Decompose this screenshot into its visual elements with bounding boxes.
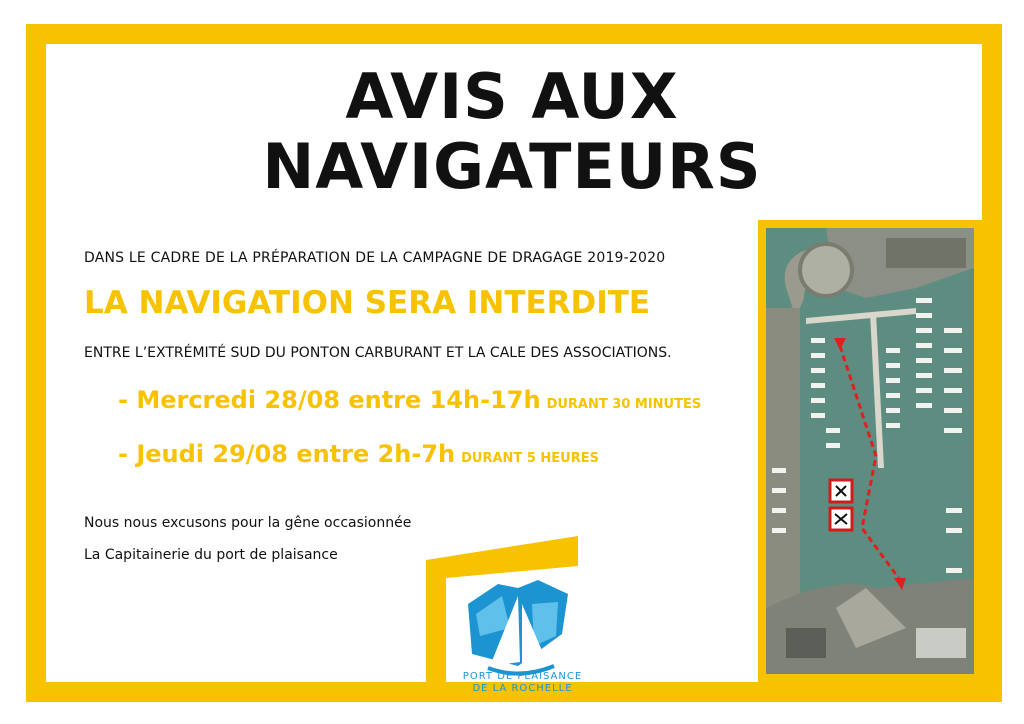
no-anchoring-icon [830, 480, 852, 502]
title-line-2: NAVIGATEURS [262, 130, 762, 203]
harbor-map-image [766, 228, 974, 674]
title-line-1: AVIS AUX [345, 60, 679, 133]
no-swimming-icon [830, 508, 852, 530]
harbor-map [758, 220, 982, 682]
date-2-main: - Jeudi 29/08 entre 2h-7h [118, 440, 456, 468]
signoff-text: La Capitainerie du port de plaisance [84, 547, 338, 563]
date-1-main: - Mercredi 28/08 entre 14h-17h [118, 386, 541, 414]
date-item-2 [118, 440, 599, 468]
intro-text: DANS LE CADRE DE LA PRÉPARATION DE LA CAMPAGNE DE DRAGAGE 2019-2020 [84, 250, 666, 266]
date-item-1 [118, 386, 701, 414]
apology-text: Nous nous excusons pour la gêne occasionnée [84, 515, 412, 531]
date-1-duration: DURANT 30 MINUTES [546, 397, 702, 412]
date-2-duration: DURANT 5 HEURES [461, 451, 599, 466]
page-title [150, 62, 874, 202]
location-text: ENTRE L’EXTRÉMITÉ SUD DU PONTON CARBURANT ET LA CALE DES ASSOCIATIONS. [84, 345, 672, 361]
logo-wordmark [455, 671, 590, 695]
logo-line-1: PORT DE PLAISANCE [462, 671, 583, 682]
logo-line-2: DE LA ROCHELLE [472, 683, 573, 694]
headline: LA NAVIGATION SERA INTERDITE [84, 285, 651, 321]
